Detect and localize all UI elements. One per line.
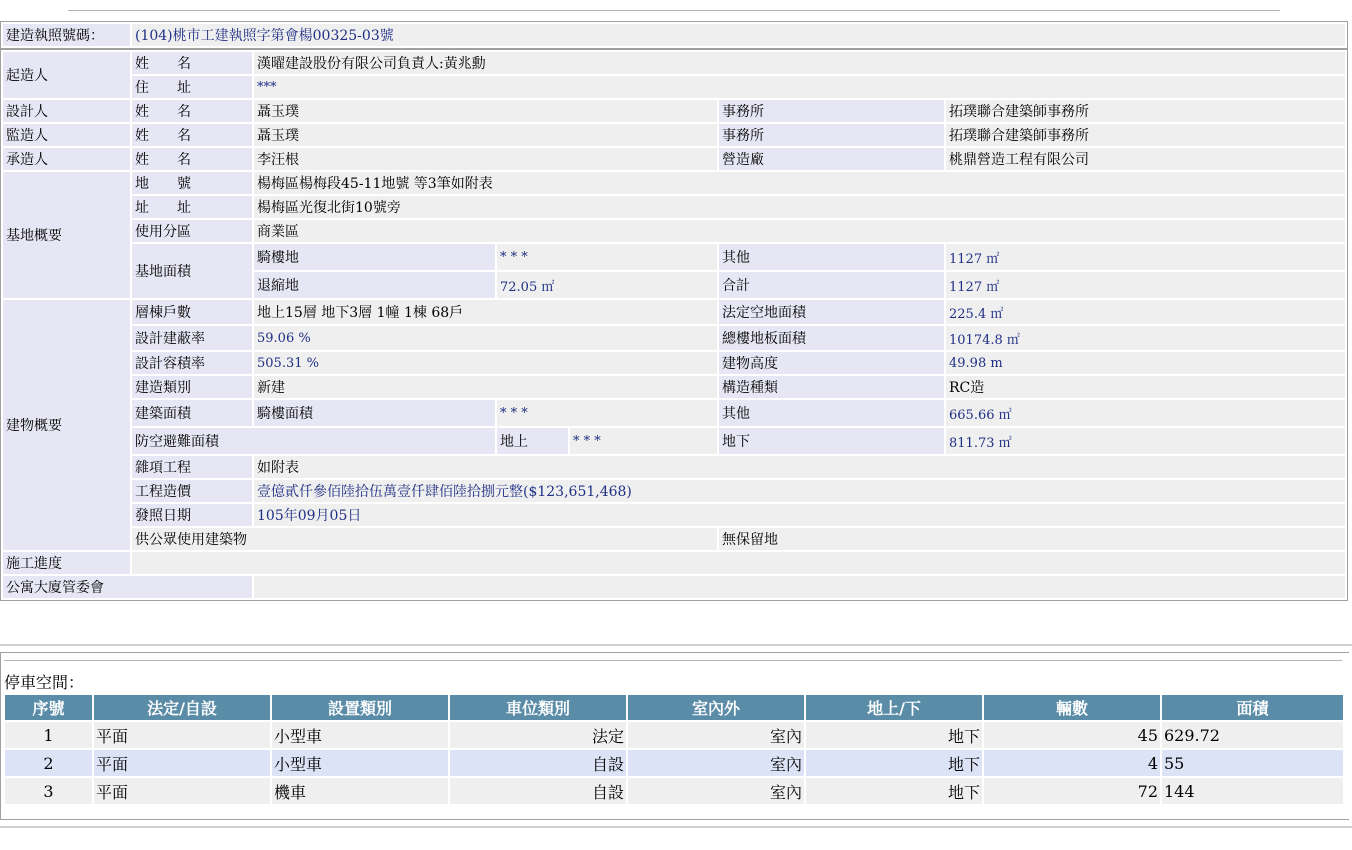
building-other: 665.66 ㎡ <box>946 400 1345 426</box>
building-above: * * * <box>570 428 717 454</box>
building-below-label: 地下 <box>719 428 944 454</box>
building-label: 建物概要 <box>3 300 130 550</box>
site-label: 基地概要 <box>3 172 130 298</box>
col-header-setup-type: 設置類別 <box>272 695 448 720</box>
building-height-label: 建物高度 <box>719 352 944 374</box>
building-far: 505.31 % <box>254 352 717 374</box>
building-type: 新建 <box>254 376 717 398</box>
building-date-label: 發照日期 <box>132 504 252 526</box>
contractor-label: 承造人 <box>3 148 130 170</box>
progress-label: 施工進度 <box>3 552 130 574</box>
contractor-firm-label: 營造廠 <box>719 148 944 170</box>
building-total-floor: 10174.8 ㎡ <box>946 326 1345 350</box>
site-zone: 商業區 <box>254 220 1345 242</box>
permit-table <box>0 21 1348 49</box>
building-cost-label: 工程造價 <box>132 480 252 502</box>
building-above-label: 地上 <box>497 428 568 454</box>
building-shelter-label: 防空避難面積 <box>132 428 495 454</box>
building-reserve-label: 無保留地 <box>719 528 1345 550</box>
supervisor-name-label: 姓 名 <box>132 124 252 146</box>
site-total-label: 合計 <box>719 272 944 298</box>
col-header-count: 輛數 <box>984 695 1160 720</box>
supervisor-name: 聶玉璞 <box>254 124 717 146</box>
supervisor-label: 監造人 <box>3 124 130 146</box>
parking-divider <box>4 660 1342 661</box>
designer-name-label: 姓 名 <box>132 100 252 122</box>
building-arcade-area: * * * <box>497 400 717 426</box>
section-divider <box>0 644 1352 646</box>
cell-level: 地下 <box>806 778 982 804</box>
site-address-label: 址 址 <box>132 196 252 218</box>
cell-count: 72 <box>984 778 1160 804</box>
cell-setup-type: 小型車 <box>272 750 448 776</box>
col-header-space-type: 車位類別 <box>450 695 626 720</box>
cell-legal: 平面 <box>94 750 270 776</box>
building-type-label: 建造類別 <box>132 376 252 398</box>
table-row <box>5 722 1343 748</box>
building-far-label: 設計容積率 <box>132 352 252 374</box>
site-lot-label: 地 號 <box>132 172 252 194</box>
builder-label: 起造人 <box>3 52 130 98</box>
site-setback-label: 退縮地 <box>254 272 495 298</box>
building-public-label: 供公眾使用建築物 <box>132 528 717 550</box>
bottom-divider <box>0 826 1352 828</box>
site-arcade-label: 騎樓地 <box>254 244 495 270</box>
building-date: 105年09月05日 <box>254 504 1345 526</box>
contractor-firm: 桃鼎營造工程有限公司 <box>946 148 1345 170</box>
building-misc: 如附表 <box>254 456 1345 478</box>
table-row <box>5 778 1343 804</box>
cell-space-type: 自設 <box>450 750 626 776</box>
cell-legal: 平面 <box>94 778 270 804</box>
parking-table <box>3 693 1345 806</box>
col-header-level: 地上/下 <box>806 695 982 720</box>
building-floors-label: 層棟戶數 <box>132 300 252 324</box>
builder-address: *** <box>254 76 1345 98</box>
builder-address-label: 住 址 <box>132 76 252 98</box>
cell-area: 55 <box>1162 750 1343 776</box>
committee-label: 公寓大廈管委會 <box>3 576 252 598</box>
building-total-floor-label: 總樓地板面積 <box>719 326 944 350</box>
parking-title: 停車空間： <box>4 673 85 692</box>
building-open-space: 225.4 ㎡ <box>946 300 1345 324</box>
col-header-seq: 序號 <box>5 695 92 720</box>
designer-label: 設計人 <box>3 100 130 122</box>
building-height: 49.98 m <box>946 352 1345 374</box>
committee-value <box>254 576 1345 598</box>
cell-setup-type: 小型車 <box>272 722 448 748</box>
cell-area: 629.72 <box>1162 722 1343 748</box>
permit-label: 建造執照號碼： <box>3 24 130 46</box>
cell-space-type: 自設 <box>450 778 626 804</box>
cell-seq: 2 <box>5 750 92 776</box>
building-structure: RC造 <box>946 376 1345 398</box>
permit-number: (104)桃市工建執照字第會楊00325-03號 <box>132 24 1345 46</box>
col-header-area: 面積 <box>1162 695 1343 720</box>
table-row <box>5 750 1343 776</box>
builder-name: 漢曜建設股份有限公司負責人:黃兆勳 <box>254 52 1345 74</box>
building-other-label: 其他 <box>719 400 944 426</box>
site-total: 1127 ㎡ <box>946 272 1345 298</box>
site-area-label: 基地面積 <box>132 244 252 298</box>
site-other-label: 其他 <box>719 244 944 270</box>
supervisor-office-label: 事務所 <box>719 124 944 146</box>
builder-name-label: 姓 名 <box>132 52 252 74</box>
cell-setup-type: 機車 <box>272 778 448 804</box>
building-cost: 壹億貳仟參佰陸拾伍萬壹仟肆佰陸拾捌元整($123,651,468) <box>254 480 1345 502</box>
parking-header-row <box>5 695 1343 720</box>
cell-seq: 3 <box>5 778 92 804</box>
cell-seq: 1 <box>5 722 92 748</box>
site-arcade: * * * <box>497 244 717 270</box>
supervisor-office: 拓璞聯合建築師事務所 <box>946 124 1345 146</box>
cell-count: 45 <box>984 722 1160 748</box>
cell-space-type: 法定 <box>450 722 626 748</box>
cell-area: 144 <box>1162 778 1343 804</box>
cell-level: 地下 <box>806 750 982 776</box>
progress-value <box>132 552 1345 574</box>
designer-office: 拓璞聯合建築師事務所 <box>946 100 1345 122</box>
col-header-legal: 法定/自設 <box>94 695 270 720</box>
building-structure-label: 構造種類 <box>719 376 944 398</box>
building-open-space-label: 法定空地面積 <box>719 300 944 324</box>
top-divider <box>68 10 1280 11</box>
designer-name: 聶玉璞 <box>254 100 717 122</box>
building-area-label: 建築面積 <box>132 400 252 426</box>
site-address: 楊梅區光復北街10號旁 <box>254 196 1345 218</box>
site-other: 1127 ㎡ <box>946 244 1345 270</box>
col-header-indoor: 室內外 <box>628 695 804 720</box>
cell-legal: 平面 <box>94 722 270 748</box>
building-coverage: 59.06 % <box>254 326 717 350</box>
building-misc-label: 雜項工程 <box>132 456 252 478</box>
building-arcade-area-label: 騎樓面積 <box>254 400 495 426</box>
cell-count: 4 <box>984 750 1160 776</box>
building-below: 811.73 ㎡ <box>946 428 1345 454</box>
building-floors: 地上15層 地下3層 1幢 1棟 68戶 <box>254 300 717 324</box>
site-setback: 72.05 ㎡ <box>497 272 717 298</box>
building-coverage-label: 設計建蔽率 <box>132 326 252 350</box>
cell-level: 地下 <box>806 722 982 748</box>
site-zone-label: 使用分區 <box>132 220 252 242</box>
permit-detail-table <box>0 49 1348 601</box>
designer-office-label: 事務所 <box>719 100 944 122</box>
cell-indoor: 室內 <box>628 722 804 748</box>
cell-indoor: 室內 <box>628 778 804 804</box>
contractor-name-label: 姓 名 <box>132 148 252 170</box>
contractor-name: 李汪根 <box>254 148 717 170</box>
cell-indoor: 室內 <box>628 750 804 776</box>
site-lot: 楊梅區楊梅段45-11地號 等3筆如附表 <box>254 172 1345 194</box>
